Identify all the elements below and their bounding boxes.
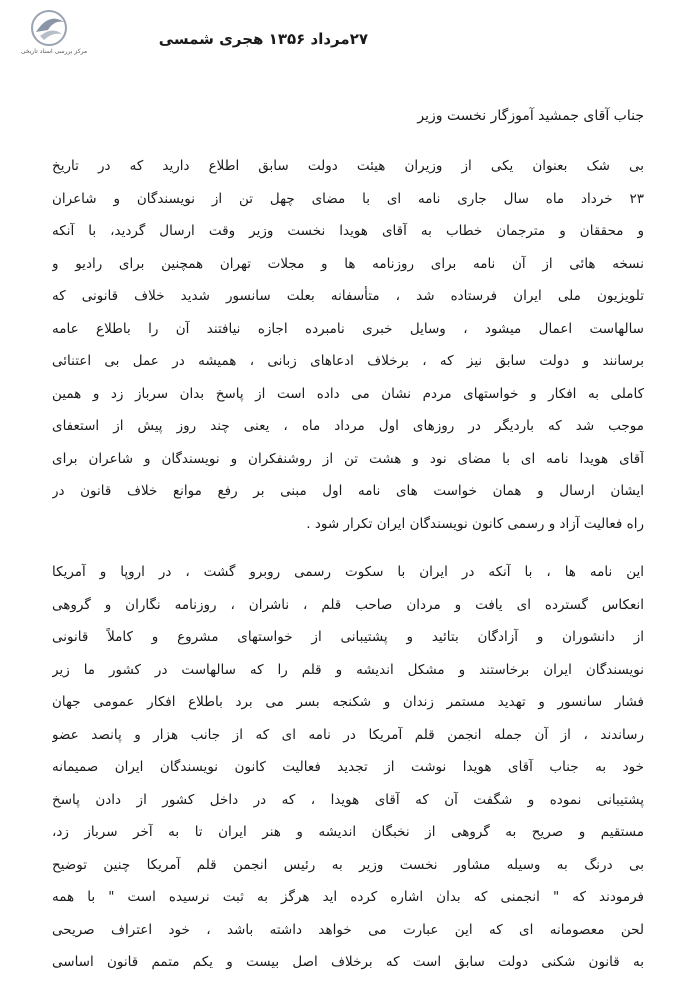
text-line: برسانند و دولت سابق نیز که ، برخلاف ادعاهای زبانی ، همیشه در عمل بی اعتنائی bbox=[52, 353, 644, 369]
text-line: سالهاست اعمال میشود ، وسایل خبری نامبرده اجازه نیافتند آن را باطلاع عامه bbox=[52, 320, 644, 337]
text-line: فرمودند که " انجمنی که بدان اشاره کرده اید هرگز به ثبت نرسیده است " با همه bbox=[52, 889, 644, 905]
text-line: این نامه ها ، با آنکه در ایران با سکوت رسمی روبرو گشت ، در اروپا و آمریکا bbox=[52, 564, 644, 580]
text-line: لحن معصومانه ای که این عبارت می خواهد داشته باشد ، خود اعتراف صریحی bbox=[52, 921, 644, 938]
text-line: بی درنگ به وسیله مشاور نخست وزیر به رئیس انجمن قلم آمریکا چنین توضیح bbox=[52, 856, 644, 873]
text-line: رساندند ، از آن جمله انجمن قلم آمریکا در نامه ای که از جانب هزار و پانصد عضو bbox=[52, 726, 644, 743]
text-line: بی شک بعنوان یکی از وزیران هیئت دولت سابق اطلاع دارید که در تاریخ bbox=[52, 158, 644, 174]
text-line: تلویزیون ملی ایران فرستاده شد ، متأسفانه بعلت سانسور شدید خلاف قانونی که bbox=[52, 288, 644, 304]
text-line: انعکاس گسترده ای یافت و مردان صاحب قلم ، ناشران ، روزنامه نگاران و گروهی bbox=[52, 596, 644, 613]
letter-paragraph-2 bbox=[52, 556, 644, 979]
text-line: ۲۳ خرداد ماه سال جاری نامه ای با مضای چهل تن از نویسندگان و شاعران bbox=[52, 190, 644, 207]
text-line: به قانون شکنی دولت سابق است که برخلاف اصل بیست و یکم متمم قانون اساسی bbox=[52, 954, 644, 970]
text-line: از دانشوران و آزادگان بتائید و پشتیبانی از خواستهای مشروع و کاملاً قانونی bbox=[52, 629, 644, 645]
text-line: نویسندگان ایران برخاستند و مشکل اندیشه و قلم را که سالهاست در کشور ما زیر bbox=[52, 661, 644, 678]
text-line: ایشان ارسال و همان خواست های نامه اول مبنی بر رفع موانع خلاف قانون در bbox=[52, 483, 644, 499]
text-line: پشتیبانی نموده و شگفت آن که آقای هویدا ، که در داخل کشور از دادن پاسخ bbox=[52, 791, 644, 808]
letter-paragraph-1 bbox=[52, 150, 644, 540]
text-line: مستقیم و صریح به گروهی از نخبگان اندیشه و هنر ایران تا به آخر سرباز زد، bbox=[52, 824, 644, 840]
letter-date: ۲۷مرداد ۱۳۵۶ هجری شمسی bbox=[158, 30, 368, 48]
logo-caption: مرکز بررسی اسناد تاریخی bbox=[20, 48, 88, 55]
text-line: خود به جناب آقای هویدا نوشت از تجدید فعالیت کانون نویسندگان ایران صمیمانه bbox=[52, 759, 644, 775]
text-line: و محققان و مترجمان خطاب به آقای هویدا نخست وزیر وقت ارسال گردید، با آنکه bbox=[52, 223, 644, 239]
text-line: آقای هویدا نامه ای با مضای نود و هشت تن از روشنفکران و نویسندگان و شاعران برای bbox=[52, 450, 644, 467]
text-line: کاملی به افکار و خواستهای مردم نشان می داده است از پاسخ بدان سرباز زد و همین bbox=[52, 385, 644, 402]
text-line: راه فعالیت آزاد و رسمی کانون نویسندگان ایران تکرار شود . bbox=[306, 515, 644, 532]
text-line: فشار سانسور و تهدید مستمر زندان و شکنجه بسر می برد باطلاع افکار عمومی جهان bbox=[52, 694, 644, 710]
letter-address: جناب آقای جمشید آموزگار نخست وزیر bbox=[417, 108, 644, 124]
text-line: موجب شد که باردیگر در روزهای اول مرداد ماه ، یعنی چند روز پیش از استعفای bbox=[52, 418, 644, 434]
archive-logo-icon bbox=[26, 8, 72, 48]
text-line: نسخه هائی از آن نامه برای روزنامه ها و مجلات تهران همچنین برای رادیو و bbox=[52, 255, 644, 272]
